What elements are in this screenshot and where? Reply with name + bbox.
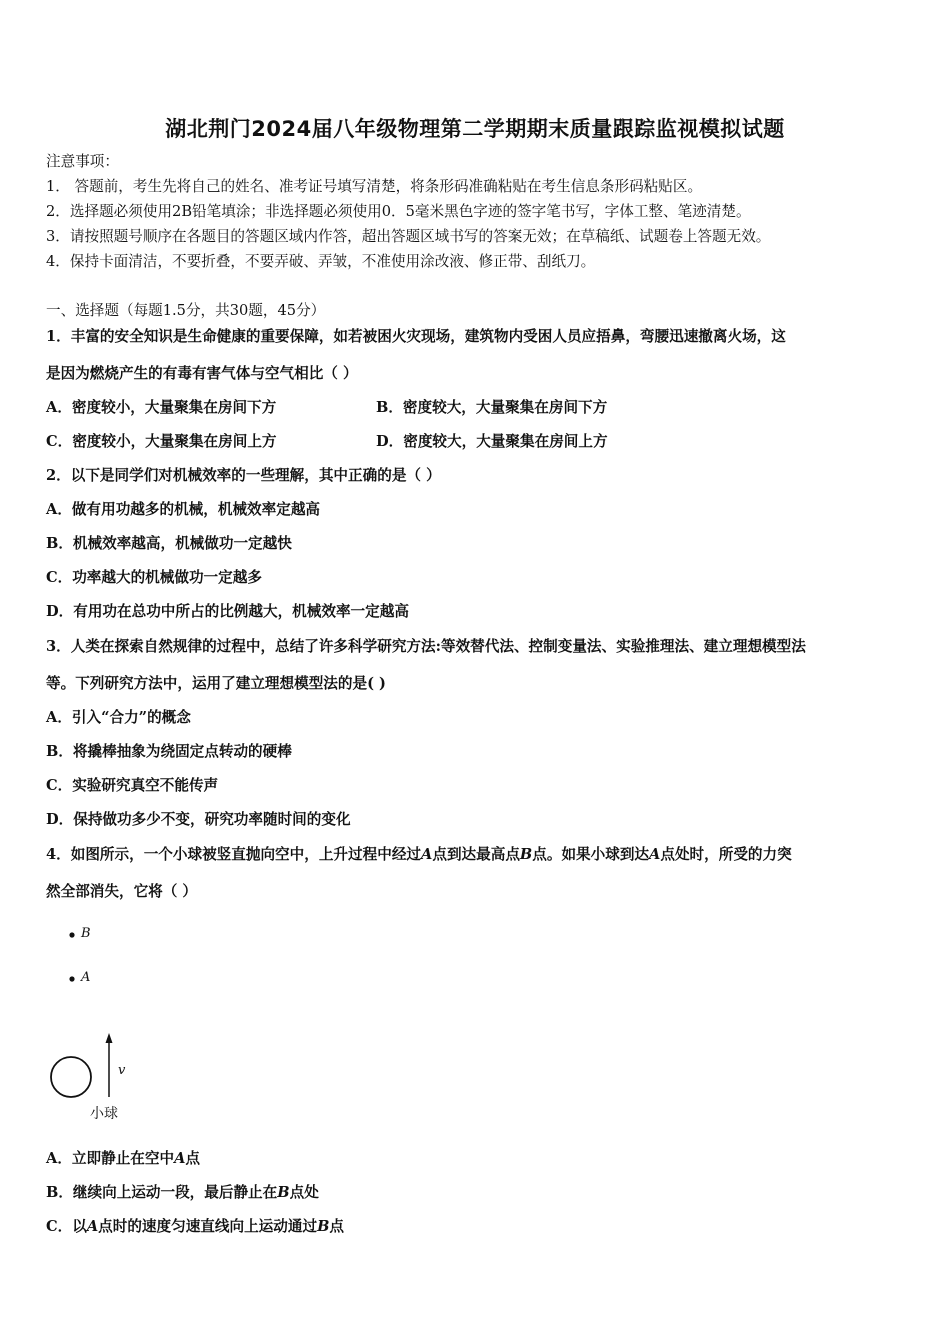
notice-item-1: 1． 答题前，考生先将自己的姓名、准考证号填写清楚，将条形码准确粘贴在考生信息条形码粘贴区。	[46, 178, 703, 195]
q2-stem: 2．以下是同学们对机械效率的一些理解，其中正确的是（ ）	[46, 467, 441, 484]
q2-option-a: A．做有用功越多的机械，机械效率定越高	[46, 501, 321, 518]
q1-stem-line2: 是因为燃烧产生的有毒有害气体与空气相比（ ）	[46, 365, 358, 382]
q4-text-c: 点。如果小球到达	[532, 846, 650, 863]
q4-text-a: 4．如图所示，一个小球被竖直抛向空中，上升过程中经过	[46, 846, 422, 863]
q4-option-c-mid: 点时的速度匀速直线向上运动通过	[98, 1218, 318, 1235]
q2-option-c: C．功率越大的机械做功一定越多	[46, 569, 262, 586]
q4-option-a-end: 点	[185, 1150, 201, 1167]
q3-stem-line2: 等。下列研究方法中，运用了建立理想模型法的是( )	[46, 675, 386, 692]
q3-stem-line1: 3．人类在探索自然规律的过程中，总结了许多科学研究方法:等效替代法、控制变量法、实验推理法、建立理想模型法	[46, 638, 806, 655]
q4-symbol-a2: A	[649, 846, 661, 863]
velocity-label: v	[118, 1063, 126, 1078]
q4-option-b-symbol: B	[277, 1184, 290, 1201]
q4-stem-line2: 然全部消失，它将（ ）	[46, 883, 198, 900]
q4-text-d: 点处时，所受的力突	[660, 846, 792, 863]
q1-stem-line1: 1．丰富的安全知识是生命健康的重要保障，如若被困火灾现场，建筑物内受困人员应捂鼻，弯腰迅速撤离火场，这	[46, 328, 786, 345]
q4-option-c-symbol-a: A	[86, 1218, 99, 1235]
velocity-arrow-head	[106, 1033, 113, 1043]
q4-option-c	[46, 1217, 344, 1237]
q4-option-a-text: A．立即静止在空中	[46, 1150, 175, 1167]
q3-option-c: C．实验研究真空不能传声	[46, 777, 219, 794]
point-a-dot	[69, 976, 74, 981]
q1-option-b: B．密度较大，大量聚集在房间下方	[376, 399, 608, 416]
q1-option-c: C．密度较小，大量聚集在房间上方	[46, 433, 277, 450]
point-a-label: A	[81, 970, 91, 985]
q1-option-d: D．密度较大，大量聚集在房间上方	[376, 433, 608, 450]
page-title: 湖北荆门2024届八年级物理第二学期期末质量跟踪监视模拟试题	[165, 117, 785, 141]
point-b-label: B	[81, 926, 91, 941]
q4-option-b-text: B．继续向上运动一段，最后静止在	[46, 1184, 278, 1201]
ball-circle	[51, 1057, 91, 1097]
notice-item-2: 2．选择题必须使用2B铅笔填涂；非选择题必须使用0．5毫米黑色字迹的签字笔书写，字体工整、笔迹清楚。	[46, 203, 751, 220]
ball-label: 小球	[90, 1106, 118, 1122]
q4-text-b: 点到达最高点	[432, 846, 520, 863]
section-heading: 一、选择题（每题1.5分，共30题，45分）	[46, 302, 326, 319]
q4-option-c-text: C．以	[46, 1218, 87, 1235]
notice-item-3: 3．请按照题号顺序在各题目的答题区域内作答，超出答题区域书写的答案无效；在草稿纸、试题卷上答题无效。	[46, 228, 771, 245]
q4-figure-svg	[40, 915, 160, 1130]
q4-option-a-symbol: A	[174, 1150, 186, 1167]
q4-option-c-end: 点	[329, 1218, 345, 1235]
notice-item-4: 4．保持卡面清洁，不要折叠，不要弄破、弄皱，不准使用涂改液、修正带、刮纸刀。	[46, 253, 596, 270]
q4-option-a	[46, 1149, 200, 1169]
q4-figure	[40, 915, 160, 1130]
q4-symbol-b: B	[519, 846, 533, 863]
q3-option-a: A．引入“合力”的概念	[46, 709, 191, 726]
q2-option-d: D．有用功在总功中所占的比例越大，机械效率一定越高	[46, 603, 409, 620]
q2-option-b: B．机械效率越高，机械做功一定越快	[46, 535, 292, 552]
q4-option-c-symbol-b: B	[317, 1218, 330, 1235]
q4-option-b-end: 点处	[289, 1184, 319, 1201]
point-b-dot	[69, 932, 74, 937]
q3-option-b: B．将撬棒抽象为绕固定点转动的硬棒	[46, 743, 292, 760]
q4-symbol-a: A	[421, 846, 433, 863]
q4-stem-line1	[46, 845, 792, 865]
q4-option-b	[46, 1183, 319, 1203]
q1-option-a: A．密度较小，大量聚集在房间下方	[46, 399, 277, 416]
notice-heading: 注意事项：	[46, 153, 119, 170]
q3-option-d: D．保持做功多少不变，研究功率随时间的变化	[46, 811, 351, 828]
